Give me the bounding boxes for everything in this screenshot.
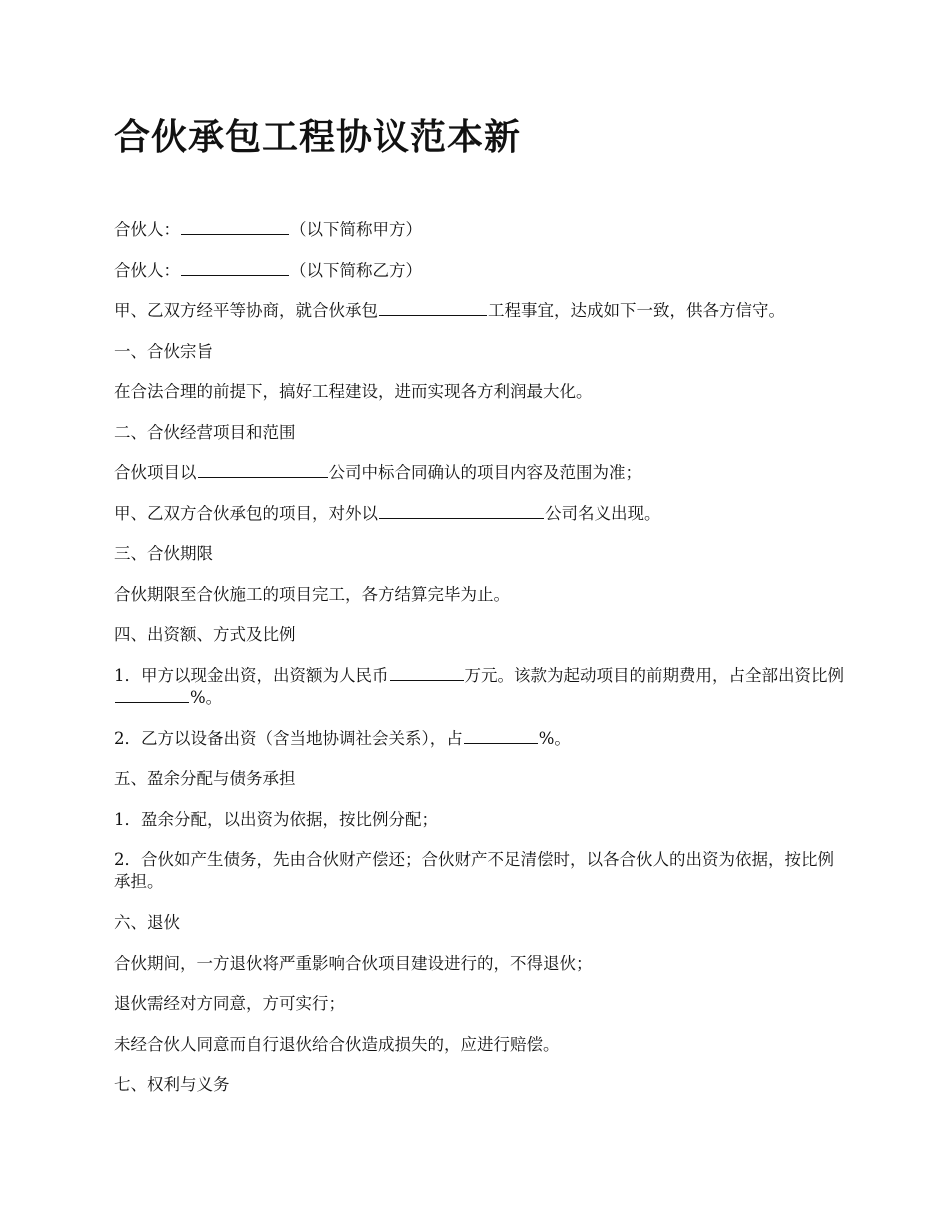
amount-blank (390, 665, 464, 681)
ratio-blank (464, 728, 538, 744)
section-heading: 五、盈余分配与债务承担 (114, 769, 296, 788)
text: 公司名义出现。 (545, 503, 661, 523)
section-heading: 三、合伙期限 (114, 544, 213, 563)
text: 合伙人： (114, 220, 180, 239)
paragraph (114, 728, 844, 750)
paragraph: 退伙需经对方同意，方可实行； (114, 994, 345, 1013)
paragraph: 合伙期间，一方退伙将严重影响合伙项目建设进行的，不得退伙； (114, 953, 593, 973)
section-heading: 一、合伙宗旨 (114, 341, 213, 361)
partner-a-line (114, 219, 844, 241)
paragraph (114, 503, 844, 525)
section-heading: 四、出资额、方式及比例 (114, 625, 296, 644)
text: 1．甲方以现金出资，出资额为人民币 (114, 665, 389, 685)
document-title: 合伙承包工程协议范本新 (114, 116, 522, 158)
document-body (114, 219, 844, 1115)
partner-b-line (114, 260, 844, 282)
text: （以下简称甲方） (290, 220, 422, 239)
text: 合伙人： (114, 260, 180, 280)
section-heading: 六、退伙 (114, 913, 180, 932)
text: 工程事宜，达成如下一致，供各方信守。 (488, 301, 785, 320)
text: （以下简称乙方） (290, 260, 422, 280)
text: 公司中标合同确认的项目内容及范围为准； (328, 463, 642, 482)
paragraph (114, 665, 844, 709)
paragraph: 2．合伙如产生债务，先由合伙财产偿还；合伙财产不足清偿时，以各合伙人的出资为依据，按比例承担。 (114, 850, 834, 891)
paragraph: 1．盈余分配，以出资为依据，按比例分配； (114, 809, 438, 829)
section-heading: 二、合伙经营项目和范围 (114, 422, 296, 442)
project-blank (379, 300, 487, 316)
paragraph: 未经合伙人同意而自行退伙给合伙造成损失的，应进行赔偿。 (114, 1034, 560, 1054)
text: %。 (190, 687, 223, 707)
partner-b-blank (181, 260, 289, 276)
partner-a-blank (181, 219, 289, 235)
text: 甲、乙双方经平等协商，就合伙承包 (114, 301, 378, 320)
text: 甲、乙双方合伙承包的项目，对外以 (114, 503, 378, 523)
paragraph (114, 462, 844, 484)
paragraph: 合伙期限至合伙施工的项目完工，各方结算完毕为止。 (114, 584, 510, 604)
text: %。 (538, 728, 571, 748)
section-heading: 七、权利与义务 (114, 1075, 230, 1094)
intro-line (114, 300, 844, 322)
company-blank (198, 462, 328, 478)
text: 合伙项目以 (114, 463, 197, 482)
text: 万元。该款为起动项目的前期费用，占全部出资比例 (464, 665, 844, 685)
company-name-blank (379, 503, 544, 519)
paragraph: 在合法合理的前提下，搞好工程建设，进而实现各方利润最大化。 (114, 382, 593, 401)
ratio-blank (115, 687, 189, 703)
text: 2．乙方以设备出资（含当地协调社会关系），占 (114, 728, 463, 748)
